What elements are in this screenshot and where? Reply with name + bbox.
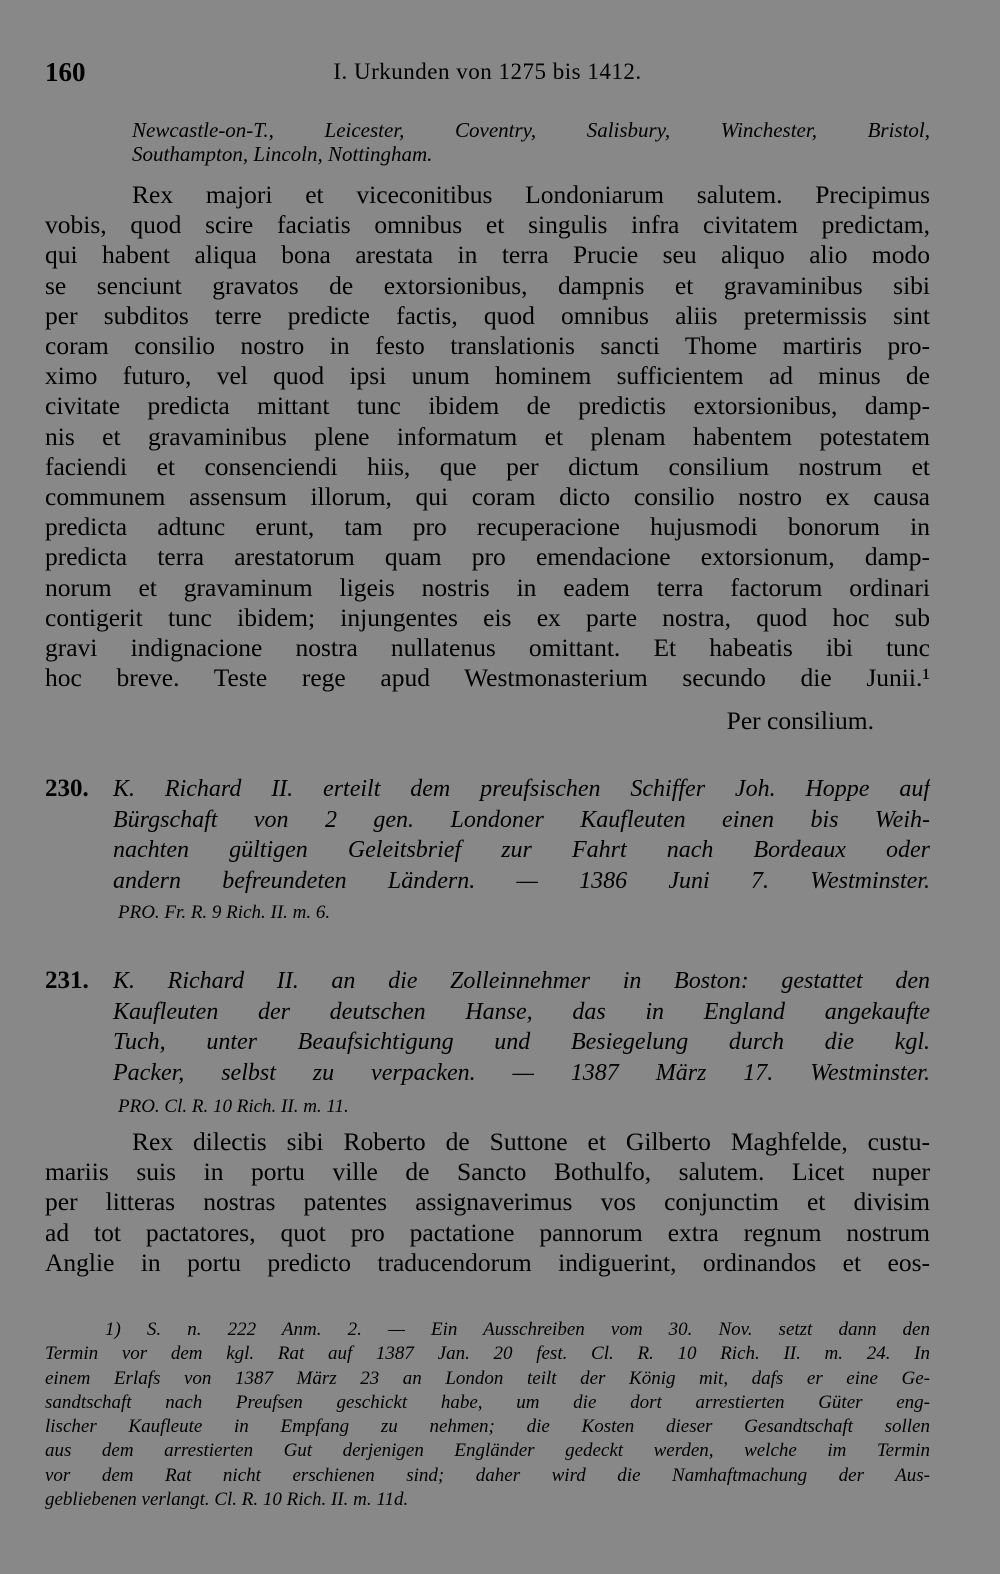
footnote-line: Termin vor dem kgl. Rat auf 1387 Jan. 20 fest. Cl. R. 10 Rich. II. m. 24. In [45, 1343, 930, 1365]
text-line: coram consilio nostro in festo translationis sancti Thome martiris pro- [45, 331, 930, 361]
entry-line: Bürgschaft von 2 gen. Londoner Kaufleuten einen bis Weih- [113, 806, 930, 833]
text-line: ad tot pactatores, quot pro pactatione pannorum extra regnum nostrum [45, 1217, 930, 1247]
text-line: hoc breve. Teste rege apud Westmonasterium secundo die Junii.¹ [45, 663, 930, 693]
entry-number: 231. [45, 967, 89, 994]
text-line: gravi indignacione nostra nullatenus omittant. Et habeatis ibi tunc [45, 633, 930, 663]
text-line: faciendi et consenciendi hiis, que per dictum consilium nostrum et [45, 451, 930, 481]
text-line: per subditos terre predicte factis, quod omnibus aliis pretermissis sint [45, 300, 930, 330]
text-line: communem assensum illorum, qui coram dicto consilio nostro ex causa [45, 482, 930, 512]
signature-per-consilium: Per consilium. [726, 706, 874, 735]
text-line: se senciunt gravatos de extorsionibus, dampnis et gravaminibus sibi [45, 270, 930, 300]
footnote-line: sandtschaft nach Preufsen geschickt habe, um die dort arrestierten Güter eng- [45, 1391, 930, 1413]
page-header [45, 57, 930, 97]
address-block [45, 118, 930, 166]
text-line: nis et gravaminibus plene informatum et plenam habentem potestatem [45, 421, 930, 451]
paragraph-rex-majori [45, 180, 930, 693]
text-line: per litteras nostras patentes assignaverimus vos conjunctim et divisim [45, 1187, 930, 1217]
entry-230 [45, 774, 930, 896]
address-line: Southampton, Lincoln, Nottingham. [132, 142, 433, 166]
footnote [45, 1318, 930, 1512]
text-line: ximo futuro, vel quod ipsi unum hominem sufficientem ad minus de [45, 361, 930, 391]
text-line: qui habent aliqua bona arestata in terra Prucie seu aliquo alio modo [45, 240, 930, 270]
entry-line: Kaufleuten der deutschen Hanse, das in England angekaufte [113, 998, 930, 1025]
entry-line: K. Richard II. an die Zolleinnehmer in Boston: gestattet den [113, 968, 930, 994]
entry-line: Tuch, unter Beaufsichtigung und Besiegelung durch die kgl. [113, 1029, 930, 1055]
entry-line: andern befreundeten Ländern. — 1386 Juni 7. Westminster. [113, 867, 930, 894]
address-line: Newcastle-on-T., Leicester, Coventry, Salisbury, Winchester, Bristol, [132, 118, 930, 142]
paragraph-rex-dilectis [45, 1127, 930, 1278]
entry-number: 230. [45, 775, 89, 802]
text-line: predicta terra arestatorum quam pro emendacione extorsionum, damp- [45, 542, 930, 572]
text-line: Rex majori et viceconitibus Londoniarum salutem. Precipimus [132, 180, 930, 209]
text-line: vobis, quod scire faciatis omnibus et singulis infra civitatem predictam, [45, 210, 930, 240]
entry-source: PRO. Cl. R. 10 Rich. II. m. 11. [118, 1096, 349, 1117]
entry-line: nachten gültigen Geleitsbrief zur Fahrt nach Bordeaux oder [113, 837, 930, 863]
entry-231 [45, 966, 930, 1088]
running-title: I. Urkunden von 1275 bis 1412. [333, 59, 642, 84]
text-line: contigerit tunc ibidem; injungentes eis ex parte nostra, quod hoc sub [45, 602, 930, 632]
text-line: Anglie in portu predicto traducendorum indiguerint, ordinandos et eos- [45, 1247, 930, 1277]
footnote-line: einem Erlafs von 1387 März 23 an London teilt der König mit, dafs er eine Ge- [45, 1367, 930, 1389]
text-line: mariis suis in portu ville de Sancto Bothulfo, salutem. Licet nuper [45, 1157, 930, 1187]
entry-source: PRO. Fr. R. 9 Rich. II. m. 6. [118, 902, 331, 923]
footnote-line: 1) S. n. 222 Anm. 2. — Ein Ausschreiben vom 30. Nov. setzt dann den [105, 1319, 930, 1340]
footnote-line: lischer Kaufleute in Empfang zu nehmen; die Kosten dieser Gesandtschaft sollen [45, 1416, 930, 1438]
entry-line: Packer, selbst zu verpacken. — 1387 März 17. Westminster. [113, 1059, 930, 1086]
text-line: norum et gravaminum ligeis nostris in eadem terra factorum ordinari [45, 572, 930, 602]
entry-line: K. Richard II. erteilt dem preufsischen Schiffer Joh. Hoppe auf [113, 776, 930, 802]
footnote-line: gebliebenen verlangt. Cl. R. 10 Rich. II. m. 11d. [45, 1489, 409, 1511]
text-line: Rex dilectis sibi Roberto de Suttone et Gilberto Maghfelde, custu- [132, 1127, 930, 1156]
footnote-line: vor dem Rat nicht erschienen sind; daher wird die Namhaftmachung der Aus- [45, 1464, 930, 1486]
text-line: predicta adtunc erunt, tam pro recuperacione hujusmodi bonorum in [45, 512, 930, 542]
page-number: 160 [45, 57, 86, 87]
text-line: civitate predicta mittant tunc ibidem de predictis extorsionibus, damp- [45, 391, 930, 421]
footnote-line: aus dem arrestierten Gut derjenigen Engländer gedeckt werden, welche im Termin [45, 1440, 930, 1462]
